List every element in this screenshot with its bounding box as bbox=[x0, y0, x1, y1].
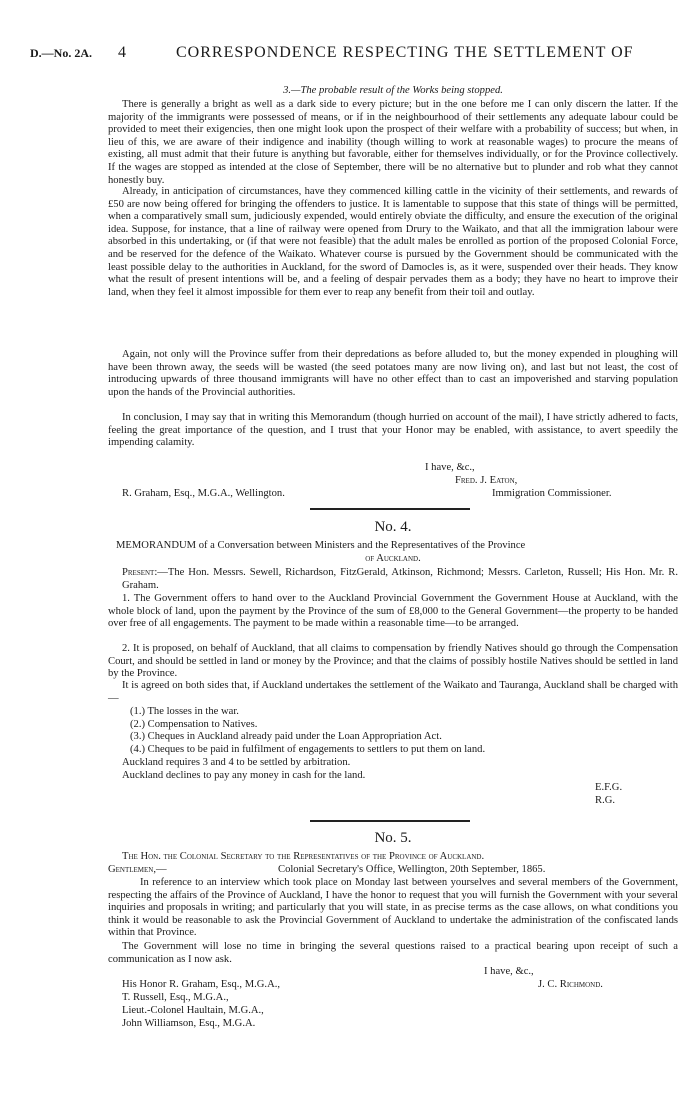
paragraph: Already, in anticipation of circumstances, have they commenced killing cattle in the vicinity of their settlements, and rewards of £50 are now being offered for bringing the offenders to justice. It is lamentable to suppose that this state of things will be permitted, when a comparatively small sum, judiciously expended, would entirely obviate the difficulty, and ensure the execution of the original idea. Suppose, for instance, that a line of railway were opened from Drury to the Waikato, and that all the immigration labour were absorbed in this undertaking, or (if that were not feasible) that the adult males be enrolled as portion of the proposed Colonial Force, and be reserved for the defence of the Waikato. Whatever course is pursued by the Government should be communicated with the least possible delay to the authorities in Auckland, for the sword of Damocles is, as it were, suspended over their heads. They know what the result of present intentions will be, and a feeling of despair pervades them as a body; they have no heart to improve their land, when they feel it almost impossible for them ever to reap any benefit from their toil and outlay. bbox=[108, 186, 678, 298]
charges-list bbox=[108, 706, 678, 756]
document-number: No. 4. bbox=[374, 519, 412, 535]
signature: Fred. J. Eaton, bbox=[455, 475, 518, 486]
paragraph: 2. It is proposed, on behalf of Auckland, that all claims to compensation by friendly Natives should go through the Compensation Court, and should be settled in land or money by the Province; and that the claims of possibly hostile Natives should be settled in land by the Province. bbox=[108, 643, 678, 680]
document-code: D.—No. 2A. bbox=[30, 46, 92, 60]
present-text: —The Hon. Messrs. Sewell, Richardson, FitzGerald, Atkinson, Richmond; Messrs. Carleton, Russell; His Hon. Mr. R. Graham. bbox=[122, 567, 678, 591]
recipient: Lieut.-Colonel Haultain, M.G.A., bbox=[122, 1005, 264, 1016]
closing: I have, &c., bbox=[484, 966, 534, 977]
paragraph: 1. The Government offers to hand over to the Auckland Provincial Government the Government House at Auckland, with the whole block of land, upon the payment by the Province of the sum of £8,000 to the General Government—the property to be handed over free of all engagements. The payment to be made within a reasonable time—to be arranged. bbox=[108, 593, 678, 630]
divider bbox=[310, 508, 470, 510]
closing: I have, &c., bbox=[425, 462, 475, 473]
initials: R.G. bbox=[595, 795, 616, 806]
paragraph: There is generally a bright as well as a dark side to every picture; but in the one before me I can only discern the latter. If the majority of the immigrants were possessed of means, or if in the neighbourhood of their settlements any adequate labour could be provided to meet their exigencies, then one might look upon the prospect of their welfare with a probability of success; but when, in lieu of this, we are aware of their indigence and inability (though willing to work at reasonable wages) to procure the means of existing, all must admit that their future is anything but favorable, either for themselves individually, or for the Province collectively. If the wages are stopped as intended at the close of September, there will be no alternative but to plunder and rob what they cannot honestly buy. bbox=[108, 99, 678, 186]
salutation: Gentlemen,— bbox=[108, 864, 167, 875]
list-item: (1.) The losses in the war. bbox=[130, 706, 239, 717]
divider bbox=[310, 820, 470, 822]
document-number: No. 5. bbox=[374, 830, 412, 846]
present-list bbox=[108, 567, 678, 592]
initials: E.F.G. bbox=[595, 782, 623, 793]
recipient: T. Russell, Esq., M.G.A., bbox=[122, 992, 229, 1003]
list-item: (3.) Cheques in Auckland already paid under the Loan Appropriation Act. bbox=[130, 731, 442, 743]
paragraph: It is agreed on both sides that, if Auckland undertakes the settlement of the Waikato and Tauranga, Auckland shall be charged with— bbox=[108, 680, 678, 704]
running-title: CORRESPONDENCE RESPECTING THE SETTLEMENT OF bbox=[176, 44, 634, 61]
recipient: His Honor R. Graham, Esq., M.G.A., bbox=[122, 979, 281, 990]
signature: J. C. Richmond. bbox=[538, 979, 603, 990]
dateline: Colonial Secretary's Office, Wellington, 20th September, 1865. bbox=[278, 864, 546, 875]
page-header bbox=[30, 44, 675, 68]
signature-title: Immigration Commissioner. bbox=[492, 488, 612, 499]
section-heading: 3.—The probable result of the Works being stopped. bbox=[283, 85, 503, 96]
paragraph: Again, not only will the Province suffer from their depredations as before alluded to, but the money expended in ploughing will have been thrown away, the seeds will be wasted (the seed potatoes many are now living on), and last but not least, the cost of introducing upwards of three thousand immigrants will have no other effect than to cast an impoverished and starving population upon the hands of the Provincial authorities. bbox=[108, 349, 678, 398]
present-label: Present: bbox=[122, 567, 158, 578]
addressee: R. Graham, Esq., M.G.A., Wellington. bbox=[122, 488, 285, 499]
paragraph: The Government will lose no time in bringing the several questions raised to a practical bearing upon receipt of such a communication as I now ask. bbox=[108, 941, 678, 965]
paragraph: In reference to an interview which took place on Monday last between yourselves and several members of the Government, respecting the affairs of the Province of Auckland, I have the honor to request that you will furnish the Government with your several inquiries and proposals in writing; and particularly that you will state, in as precise terms as the case allows, on what conditions you think it would be reasonable to ask the Provincial Government of Auckland to undertake the administration of the confiscated lands within that Province. bbox=[108, 877, 678, 939]
recipient: John Williamson, Esq., M.G.A. bbox=[122, 1018, 256, 1029]
list-item: (2.) Compensation to Natives. bbox=[130, 718, 258, 730]
list-item: (4.) Cheques to be paid in fulfilment of engagements to settlers to put them on land. bbox=[130, 743, 486, 755]
page-number: 4 bbox=[118, 44, 126, 61]
paragraph: In conclusion, I may say that in writing this Memorandum (though hurried on account of the mail), I have strictly adhered to facts, feeling the great importance of the question, and I trust that your Honor may be enabled, with assistance, to avert speedily the impending calamity. bbox=[108, 412, 678, 449]
paragraph: Auckland declines to pay any money in cash for the land. bbox=[122, 770, 366, 781]
memorandum-title-cont: of Auckland. bbox=[365, 553, 421, 564]
letter-title: The Hon. the Colonial Secretary to the Representatives of the Province of Auckland. bbox=[122, 851, 485, 862]
paragraph: Auckland requires 3 and 4 to be settled by arbitration. bbox=[122, 757, 351, 768]
memorandum-title: MEMORANDUM of a Conversation between Ministers and the Representatives of the Province bbox=[116, 540, 526, 551]
